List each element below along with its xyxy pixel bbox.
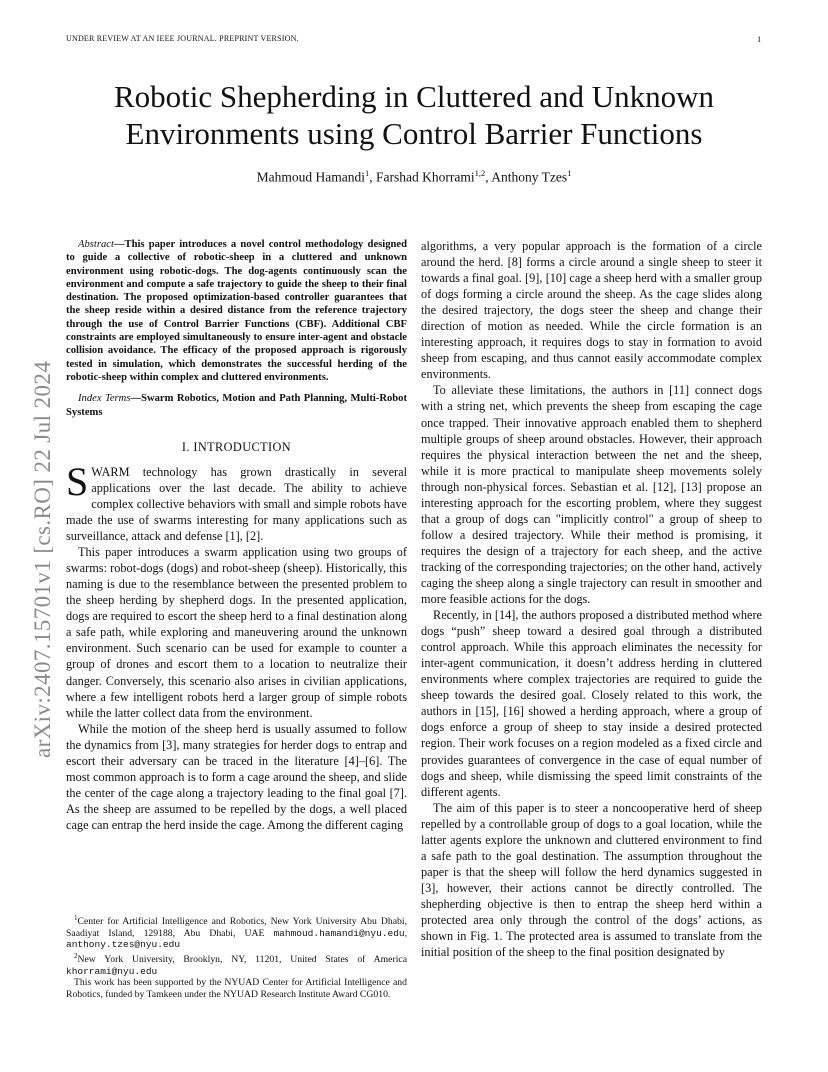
footnote-text: New York University, Brooklyn, NY, 11201, United States of America (77, 954, 407, 966)
running-head: UNDER REVIEW AT AN IEEE JOURNAL. PREPRINT VERSION. (66, 34, 299, 43)
footnote-affiliation-1: $^1$Center for Artificial Intelligence and Robotics, New York University Abu Dhabi, Saadiyat Island, 129188, Abu Dhabi, UAE mahmoud.hamandi@nyu.edu, anthony.tzes@nyu.edu (66, 914, 408, 951)
abstract-dash: — (113, 239, 125, 250)
index-terms-label: Index Terms (78, 393, 131, 405)
page-number: 1 (757, 34, 762, 44)
footnote-funding: This work has been supported by the NYUAD Center for Artificial Intelligence and Robotics, funded by Tamkeen under the NYUAD Research Institute Award CG010. (66, 977, 407, 1001)
abstract (66, 238, 407, 384)
footnote-affiliation-2 (66, 951, 407, 977)
index-terms-text: Swarm Robotics, Motion and Path Planning, Multi-Robot Systems (66, 393, 407, 418)
author-affiliation: 1 (567, 168, 572, 178)
index-terms-dash: — (130, 393, 142, 405)
footnote-mark: 1 (74, 914, 78, 922)
paragraph: To alleviate these limitations, the authors in [11] connect dogs with a string net, which prevents the sheep from escaping the cage once trapped. Their innovative approach enabled them to shepherd multiple groups of sheep around obstacles. However, their approach requires the physical interaction between the net and the sheep, while it is more practical to manipulate sheep movements solely through non-physical forces. Sebastian et al. [12], [13] propose an interesting approach for the escorting problem, where they suggest that a group of dogs can "implicitly control" a group of sheep to follow a desired trajectory. While their method is promising, it requires the design of a trajectory for each sheep, and the active tracking of the corresponding trajectories; on the other hand, actively caging the sheep along a single trajectory can result in smoother and more feasible actions for the dogs. (421, 383, 762, 607)
author-affiliation: 1 (364, 168, 370, 178)
footnotes (66, 913, 407, 1001)
footnote-mark: 2 (74, 952, 78, 961)
arxiv-identifier: arXiv:2407.15701v1 [cs.RO] 22 Jul 2024 (30, 360, 55, 758)
abstract-text: This paper introduces a novel control methodology designed to guide a collective of robotic-sheep in a cluttered and unknown environment using robotic-dogs. The dog-agents continuously scan the environment and compute a safe trajectory to guide the sheep to their final destination. The proposed optimization-based controller guarantees that the sheep reside within a desired distance from the reference trajectory through the use of Control Barrier Functions (CBF). Additional CBF constraints are employed simultaneously to ensure inter-agent and obstacle collision avoidance. The efficacy of the proposed approach is rigorously tested in simulation, which demonstrates the successful herding of the robotic-sheep within complex and cluttered environments. (66, 239, 407, 383)
paragraph: The aim of this paper is to steer a noncooperative herd of sheep repelled by a controllable group of dogs to a goal location, while the latter agents explore the unknown and cluttered environment to find a safe path to the goal destination. The assumption throughout the paper is that the sheep will follow the herd dynamics suggested in [3], however, their actions cannot be directly controlled. The shepherding objective is then to entrap the sheep herd within a protected area only through the control of the dogs’ actions, as shown in Fig. 1. The protected area is assumed to translate from the initial position of the sheep to the final position designated by (421, 800, 762, 960)
author-separator: , (485, 169, 492, 185)
email-address: mahmoud.hamandi@nyu.edu (273, 927, 405, 939)
author-affiliation: 1,2 (474, 168, 486, 178)
paragraph: Recently, in [14], the authors proposed a distributed method where dogs “push” sheep toward a desired goal through a distributed control approach. While this approach eliminates the necessity for inter-agent communication, it doesn’t address herding in cluttered environments where complex trajectories are required to guide the sheep towards the desired goal. Closely related to this work, the authors in [15], [16] showed a herding approach, where a group of dogs enforce a group of sheep to stay inside a desired protected region. Their work focuses on a region modeled as a fixed circle and provides guarantees of convergence in the case of equal number of dogs and sheep, while dismissing the speed limit constraints of the different agents. (421, 608, 762, 799)
paragraph: algorithms, a very popular approach is the formation of a circle around the herd. [8] forms a circle around a single sheep to steer it towards a final goal. [9], [10] cage a sheep herd with a smaller group of dogs forming a circle around the sheep. As the cage slides along the desired trajectory, the dogs steer the sheep and change their direction of motion as needed. While the circle formation is an interesting approach, it requires dogs to stay in formation to avoid sheep from escaping, and thus cannot easily accommodate complex environments. (421, 239, 762, 382)
section-heading: I. INTRODUCTION (181, 439, 292, 454)
author-separator: , (369, 169, 376, 185)
paragraph: This paper introduces a swarm application using two groups of swarms: robot-dogs (dogs) and robot-sheep (sheep). Historically, this naming is due to the resemblance between the presented problem to the sheep herding by shepherd dogs. In the presented application, dogs are required to escort the sheep herd to a final destination along a safe path, while exploring and maneuvering around the unknown environment. Such scenario can be used for example to counter a group of drones and escort them to a location to neutralize their danger. Conversely, this scenario also arises in civilian applications, where a few intelligent robots herd a larger group of simple robots while the latter collect data from the environment. (66, 545, 407, 720)
footnote-text: Center for Artificial Intelligence and Robotics, New York University Abu Dhabi, Saadiyat Island, 129188, Abu Dhabi, UAE (66, 916, 407, 939)
index-terms (66, 392, 407, 419)
paragraph: While the motion of the sheep herd is usually assumed to follow the dynamics from [3], many strategies for herder dogs to entrap and escort their adversary can be traced in the literature [4]–[6]. The most common approach is to form a cage around the sheep, and slide the center of the cage along a trajectory leading to the final goal [7]. As the sheep are assumed to be repelled by the dogs, a well placed cage can entrap the herd inside the cage. Among the different caging (66, 721, 407, 832)
author-name: Mahmoud Hamandi (256, 169, 365, 185)
right-column (421, 238, 762, 960)
paragraph-text: WARM technology has grown drastically in several applications over the last decade. The ability to achieve complex collective behaviors with small and simple robots have made the use of swarms interesting for many applications such as surveillance, attack and defense [1], [2]. (66, 464, 407, 544)
author-name: Anthony Tzes (491, 169, 568, 185)
drop-cap: S (66, 458, 89, 504)
abstract-label: Abstract (78, 239, 114, 250)
author-list (70, 168, 758, 186)
author-name: Farshad Khorrami (375, 169, 475, 185)
email-address: khorrami@nyu.edu (66, 965, 158, 977)
left-column (66, 238, 407, 833)
paragraph (66, 458, 407, 544)
paper-title: Robotic Shepherding in Cluttered and Unknown Environments using Control Barrier Functions (113, 79, 715, 151)
email-address: anthony.tzes@nyu.edu (66, 939, 181, 951)
